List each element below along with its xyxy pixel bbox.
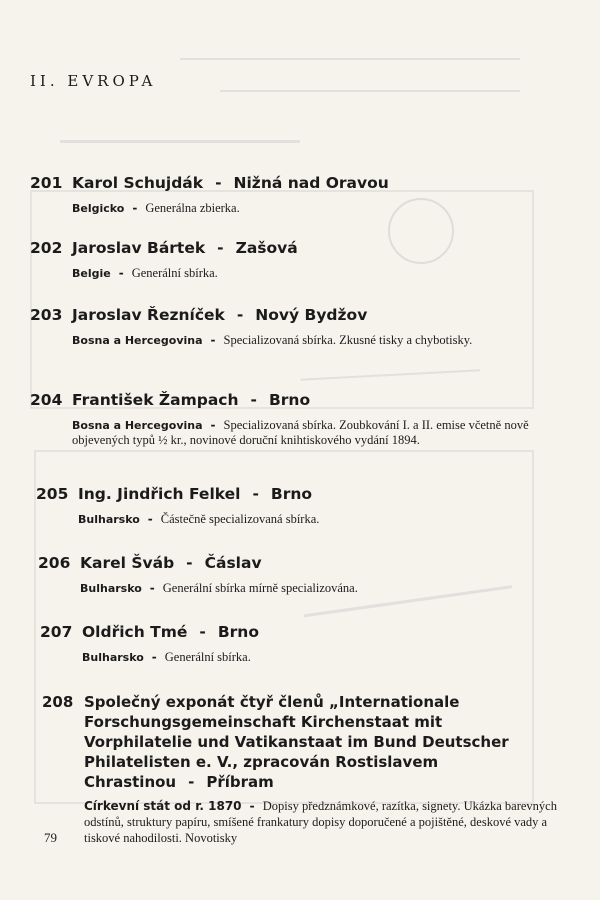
entry-header [40, 622, 552, 642]
country: Belgie [72, 267, 111, 280]
entry-description [80, 581, 550, 596]
separator: - [252, 485, 259, 503]
catalog-entry [42, 692, 562, 846]
collection-description: Generální sbírka. [131, 266, 218, 280]
entry-description [82, 650, 552, 665]
entry-header [30, 305, 542, 325]
entry-description [72, 201, 542, 216]
section-heading: II. EVROPA [30, 72, 157, 90]
exhibitor-city: Nižná nad Oravou [233, 174, 389, 192]
entry-number: 207 [40, 623, 73, 641]
separator: - [215, 174, 222, 192]
entry-header [30, 390, 542, 410]
catalog-entry [40, 622, 552, 665]
collection-description: Specializovaná sbírka. Zoubkování I. a II. emise včetně nově objevených typů ½ kr., novinové doruční knihtiskového vydání 1894. [72, 418, 529, 447]
country: Bulharsko [78, 513, 140, 526]
exhibitor-city: Brno [270, 485, 313, 503]
exhibitor-name: František Žampach [72, 391, 239, 409]
exhibitor-city: Čáslav [204, 554, 262, 572]
entry-header [36, 484, 548, 504]
collection-description: Dopisy předznámkové, razítka, signety. Ukázka barevných odstínů, struktury papíru, smíšené frankatury dopisy doporučené a pojištěné, deskové vady a tiskové nahodilosti. Novotisky [84, 799, 557, 845]
entry-number: 203 [30, 306, 63, 324]
entry-number: 208 [42, 693, 74, 711]
entry-header [30, 238, 542, 258]
catalog-entry [30, 238, 542, 281]
exhibitor-city: Brno [217, 623, 259, 641]
catalog-entry [30, 305, 542, 348]
exhibitor-city: Příbram [206, 773, 274, 791]
separator: - [217, 239, 224, 257]
separator: - [118, 266, 124, 280]
reverse-side-text [60, 140, 300, 147]
catalog-entry [36, 484, 548, 527]
entry-description [72, 333, 542, 348]
collection-description: Generální sbírka. [164, 650, 251, 664]
entry-header [42, 692, 562, 792]
catalog-entry [30, 173, 542, 216]
country: Belgicko [72, 202, 125, 215]
entry-description [72, 418, 542, 448]
exhibitor-name: Jaroslav Řezníček [72, 306, 225, 324]
separator: - [250, 391, 257, 409]
separator: - [147, 512, 153, 526]
exhibitor-name: Karol Schujdák [72, 174, 204, 192]
collection-description: Generální sbírka mírně specializována. [162, 581, 358, 595]
reverse-side-box [30, 190, 534, 409]
exhibitor-name: Společný exponát čtyř členů „Internationale Forschungsgemeinschaft Kirchenstaat mit Vorphilatelie und Vatikanstaat im Bund Deutscher Philatelisten e. V., zpracován Rostislavem Chrastinou [84, 693, 509, 791]
catalog-entry [30, 390, 542, 448]
entry-header [30, 173, 542, 193]
exhibitor-city: Nový Bydžov [255, 306, 368, 324]
catalog-entry [38, 553, 550, 596]
entry-number: 205 [36, 485, 69, 503]
separator: - [249, 798, 255, 813]
separator: - [236, 306, 244, 324]
exhibitor-name: Oldřich Tmé [82, 623, 188, 641]
collection-description: Generálna zbierka. [145, 201, 240, 215]
entry-description [84, 798, 562, 846]
separator: - [149, 581, 155, 595]
reverse-side-text [180, 58, 520, 64]
entry-description [78, 512, 548, 527]
country: Církevní stát od r. 1870 [84, 799, 242, 813]
collection-description: Specializovaná sbírka. Zkusné tisky a chybotisky. [223, 333, 473, 347]
exhibitor-name: Jaroslav Bártek [72, 239, 206, 257]
separator: - [186, 554, 193, 572]
exhibitor-name: Karel Šváb [80, 554, 175, 572]
reverse-side-text [220, 90, 520, 96]
separator: - [210, 418, 216, 432]
entry-number: 201 [30, 174, 63, 192]
country: Bosna a Hercegovina [72, 419, 203, 432]
separator: - [132, 201, 138, 215]
separator: - [151, 650, 157, 664]
separator: - [199, 623, 206, 641]
country: Bosna a Hercegovina [72, 334, 203, 347]
entry-number: 202 [30, 239, 63, 257]
separator: - [210, 333, 216, 347]
exhibitor-city: Brno [268, 391, 311, 409]
entry-number: 206 [38, 554, 71, 572]
exhibitor-name: Ing. Jindřich Felkel [78, 485, 241, 503]
separator: - [188, 773, 195, 791]
entry-number: 204 [30, 391, 63, 409]
country: Bulharsko [82, 651, 144, 664]
collection-description: Částečně specializovaná sbírka. [160, 512, 320, 526]
entry-description [72, 266, 542, 281]
page-number: 79 [44, 830, 57, 845]
country: Bulharsko [80, 582, 142, 595]
entry-header [38, 553, 550, 573]
exhibitor-city: Zašová [235, 239, 298, 257]
